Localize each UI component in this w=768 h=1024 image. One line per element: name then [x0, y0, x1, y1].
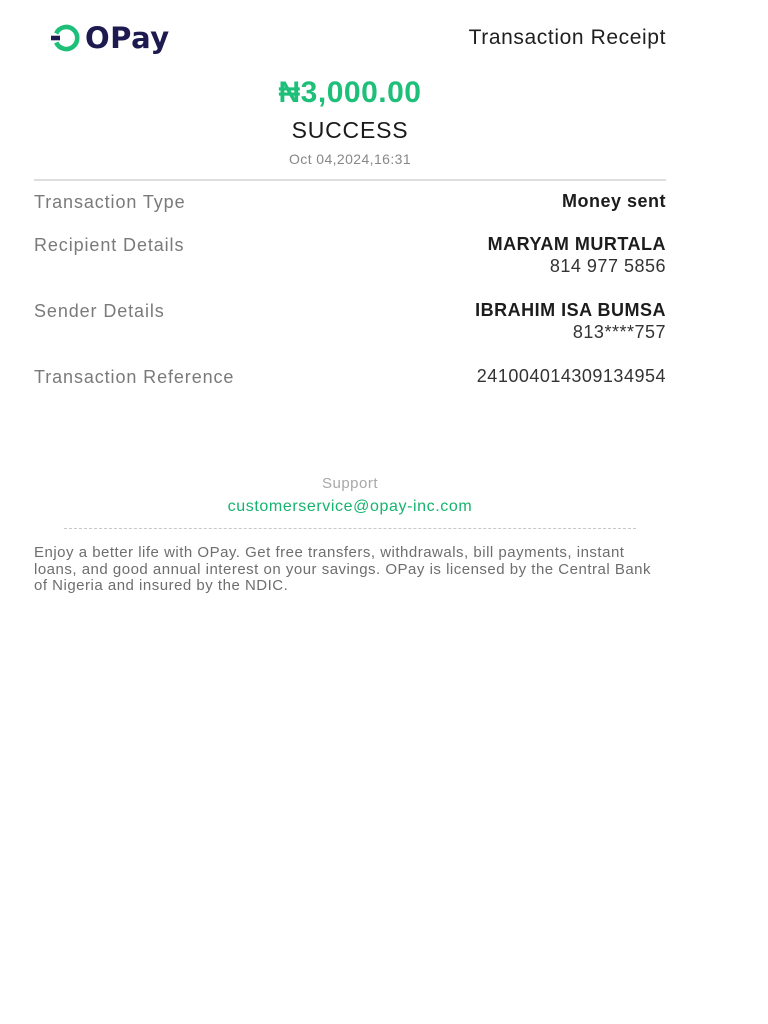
- sender-details-value: [475, 299, 666, 343]
- sender-account: 813****757: [572, 322, 666, 342]
- section-divider: [34, 179, 666, 181]
- transaction-reference-label: Transaction Reference: [34, 367, 235, 387]
- transaction-receipt: [34, 0, 666, 1024]
- logo-wordmark: OPay: [85, 21, 170, 55]
- recipient-details-value: [488, 233, 666, 277]
- dashed-divider: [64, 528, 636, 529]
- receipt-title: Transaction Receipt: [468, 26, 666, 49]
- opay-logo: [50, 22, 170, 54]
- recipient-details-label: Recipient Details: [34, 235, 185, 255]
- disclaimer-text: Enjoy a better life with OPay. Get free transfers, withdrawals, bill payments, instant loans, and good annual interest on your savings. OPay is licensed by the Central Bank of Nigeria and insured by the NDIC.: [34, 544, 652, 594]
- sender-name: IBRAHIM ISA BUMSA: [475, 300, 666, 320]
- sender-details-label: Sender Details: [34, 301, 165, 321]
- transaction-type-text: Money sent: [561, 191, 666, 211]
- transaction-reference-value: [477, 365, 666, 387]
- opay-logo-icon: [50, 24, 84, 52]
- transaction-type-value: [562, 190, 666, 212]
- transaction-type-label: Transaction Type: [34, 192, 186, 212]
- receipt-header: [34, 22, 666, 56]
- transaction-status: SUCCESS: [291, 117, 409, 143]
- support-label: Support: [321, 475, 379, 492]
- transaction-reference-text: 241004014309134954: [476, 366, 666, 386]
- recipient-name: MARYAM MURTALA: [487, 234, 666, 254]
- support-email-link[interactable]: customerservice@opay-inc.com: [227, 498, 473, 515]
- transaction-datetime: Oct 04,2024,16:31: [289, 151, 411, 167]
- recipient-account: 814 977 5856: [549, 256, 666, 276]
- transaction-amount: ₦3,000.00: [278, 76, 422, 109]
